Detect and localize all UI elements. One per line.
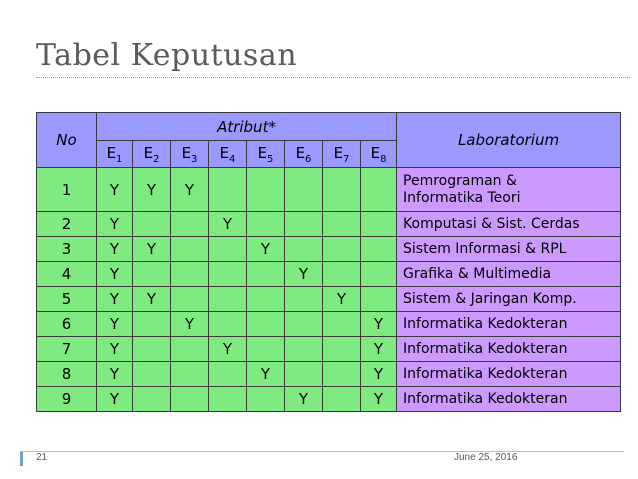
header-e-subscript: 6: [305, 153, 312, 165]
decision-table: [36, 112, 621, 412]
attribute-cell-e7: [323, 387, 361, 412]
header-e-letter: E: [106, 143, 117, 162]
attribute-cell-e2: [133, 362, 171, 387]
laboratorium-cell: [397, 237, 621, 262]
header-e-subscript: 5: [267, 153, 274, 165]
slide-title: Tabel Keputusan: [36, 38, 298, 73]
attribute-cell-e8: Y: [361, 387, 397, 412]
attribute-cell-e4: [209, 262, 247, 287]
header-e-subscript: 3: [191, 153, 198, 165]
header-e5: [247, 141, 285, 168]
attribute-cell-e8: [361, 237, 397, 262]
attribute-cell-e4: Y: [209, 212, 247, 237]
footer-accent: [20, 452, 23, 466]
attribute-cell-e2: [133, 212, 171, 237]
title-divider: [36, 77, 630, 78]
attribute-cell-e1: Y: [97, 262, 133, 287]
attribute-cell-e7: [323, 237, 361, 262]
attribute-cell-e4: [209, 168, 247, 212]
attribute-cell-e5: [247, 262, 285, 287]
table-row: [37, 287, 621, 312]
row-number: 1: [37, 168, 97, 212]
attribute-cell-e4: [209, 387, 247, 412]
attribute-cell-e3: [171, 287, 209, 312]
attribute-cell-e6: Y: [285, 262, 323, 287]
table-row: [37, 387, 621, 412]
header-e-letter: E: [181, 143, 192, 162]
header-e-letter: E: [295, 143, 306, 162]
slide-date: June 25, 2016: [454, 452, 518, 463]
laboratorium-cell: [397, 212, 621, 237]
attribute-cell-e5: [247, 387, 285, 412]
laboratorium-line: Grafika & Multimedia: [403, 265, 552, 282]
footer-divider: [20, 451, 624, 452]
attribute-cell-e3: [171, 387, 209, 412]
header-e-subscript: 2: [153, 153, 160, 165]
attribute-cell-e3: [171, 262, 209, 287]
attribute-cell-e7: Y: [323, 287, 361, 312]
attribute-cell-e2: [133, 312, 171, 337]
attribute-cell-e4: Y: [209, 337, 247, 362]
header-e-subscript: 1: [116, 153, 123, 165]
attribute-cell-e3: [171, 237, 209, 262]
attribute-cell-e4: [209, 287, 247, 312]
attribute-cell-e7: [323, 168, 361, 212]
row-number: 4: [37, 262, 97, 287]
row-number: 8: [37, 362, 97, 387]
attribute-cell-e7: [323, 362, 361, 387]
attribute-cell-e4: [209, 312, 247, 337]
row-number: 7: [37, 337, 97, 362]
attribute-cell-e6: Y: [285, 387, 323, 412]
laboratorium-line: Informatika Kedokteran: [403, 365, 568, 382]
header-e-letter: E: [257, 143, 268, 162]
table-row: [37, 237, 621, 262]
attribute-cell-e2: Y: [133, 168, 171, 212]
table-row: [37, 262, 621, 287]
attribute-cell-e6: [285, 212, 323, 237]
table-row: [37, 312, 621, 337]
attribute-cell-e5: Y: [247, 237, 285, 262]
attribute-cell-e6: [285, 237, 323, 262]
header-e6: [285, 141, 323, 168]
row-number: 2: [37, 212, 97, 237]
header-atribut: Atribut*: [97, 113, 397, 141]
row-number: 3: [37, 237, 97, 262]
laboratorium-cell: [397, 387, 621, 412]
laboratorium-line: Sistem & Jaringan Komp.: [403, 290, 577, 307]
attribute-cell-e8: Y: [361, 362, 397, 387]
attribute-cell-e5: [247, 168, 285, 212]
header-e-letter: E: [370, 143, 381, 162]
attribute-cell-e5: [247, 312, 285, 337]
attribute-cell-e6: [285, 337, 323, 362]
row-number: 9: [37, 387, 97, 412]
attribute-cell-e1: Y: [97, 312, 133, 337]
attribute-cell-e8: Y: [361, 312, 397, 337]
header-e4: [209, 141, 247, 168]
attribute-cell-e8: [361, 168, 397, 212]
laboratorium-line: Informatika Kedokteran: [403, 340, 568, 357]
attribute-cell-e6: [285, 168, 323, 212]
attribute-cell-e1: Y: [97, 212, 133, 237]
attribute-cell-e1: Y: [97, 168, 133, 212]
attribute-cell-e5: Y: [247, 362, 285, 387]
attribute-cell-e6: [285, 287, 323, 312]
header-e-letter: E: [219, 143, 230, 162]
attribute-cell-e1: Y: [97, 287, 133, 312]
attribute-cell-e8: [361, 262, 397, 287]
table-row: [37, 337, 621, 362]
attribute-cell-e3: [171, 362, 209, 387]
laboratorium-cell: [397, 312, 621, 337]
header-no: No: [37, 113, 97, 168]
table-row: [37, 212, 621, 237]
laboratorium-line: Informatika Teori: [403, 189, 521, 206]
attribute-cell-e5: [247, 212, 285, 237]
laboratorium-cell: [397, 168, 621, 212]
header-laboratorium: Laboratorium: [397, 113, 621, 168]
attribute-cell-e1: Y: [97, 387, 133, 412]
attribute-cell-e2: [133, 337, 171, 362]
attribute-cell-e8: Y: [361, 337, 397, 362]
row-number: 5: [37, 287, 97, 312]
header-e-subscript: 4: [229, 153, 236, 165]
attribute-cell-e3: [171, 337, 209, 362]
attribute-cell-e7: [323, 312, 361, 337]
header-e8: [361, 141, 397, 168]
header-e1: [97, 141, 133, 168]
attribute-cell-e1: Y: [97, 337, 133, 362]
laboratorium-line: Komputasi & Sist. Cerdas: [403, 215, 580, 232]
header-e-subscript: 7: [343, 153, 350, 165]
attribute-cell-e4: [209, 362, 247, 387]
attribute-cell-e2: [133, 387, 171, 412]
attribute-cell-e4: [209, 237, 247, 262]
attribute-cell-e3: Y: [171, 168, 209, 212]
attribute-cell-e1: Y: [97, 237, 133, 262]
table-row: [37, 168, 621, 212]
header-e2: [133, 141, 171, 168]
attribute-cell-e2: Y: [133, 237, 171, 262]
table-row: [37, 362, 621, 387]
attribute-cell-e8: [361, 212, 397, 237]
header-e-letter: E: [333, 143, 344, 162]
attribute-cell-e2: [133, 262, 171, 287]
attribute-cell-e2: Y: [133, 287, 171, 312]
attribute-cell-e1: Y: [97, 362, 133, 387]
attribute-cell-e7: [323, 262, 361, 287]
attribute-cell-e3: [171, 212, 209, 237]
laboratorium-cell: [397, 262, 621, 287]
attribute-cell-e6: [285, 362, 323, 387]
laboratorium-cell: [397, 287, 621, 312]
attribute-cell-e5: [247, 287, 285, 312]
header-row-1: [37, 113, 621, 141]
laboratorium-cell: [397, 362, 621, 387]
header-e-subscript: 8: [380, 153, 387, 165]
attribute-cell-e3: Y: [171, 312, 209, 337]
laboratorium-line: Sistem Informasi & RPL: [403, 240, 567, 257]
row-number: 6: [37, 312, 97, 337]
laboratorium-line: Informatika Kedokteran: [403, 390, 568, 407]
laboratorium-line: Pemrograman &: [403, 172, 517, 189]
header-e7: [323, 141, 361, 168]
attribute-cell-e7: [323, 337, 361, 362]
page-number: 21: [36, 452, 48, 463]
attribute-cell-e8: [361, 287, 397, 312]
laboratorium-line: Informatika Kedokteran: [403, 315, 568, 332]
attribute-cell-e7: [323, 212, 361, 237]
header-e3: [171, 141, 209, 168]
attribute-cell-e5: [247, 337, 285, 362]
header-e-letter: E: [143, 143, 154, 162]
attribute-cell-e6: [285, 312, 323, 337]
laboratorium-cell: [397, 337, 621, 362]
